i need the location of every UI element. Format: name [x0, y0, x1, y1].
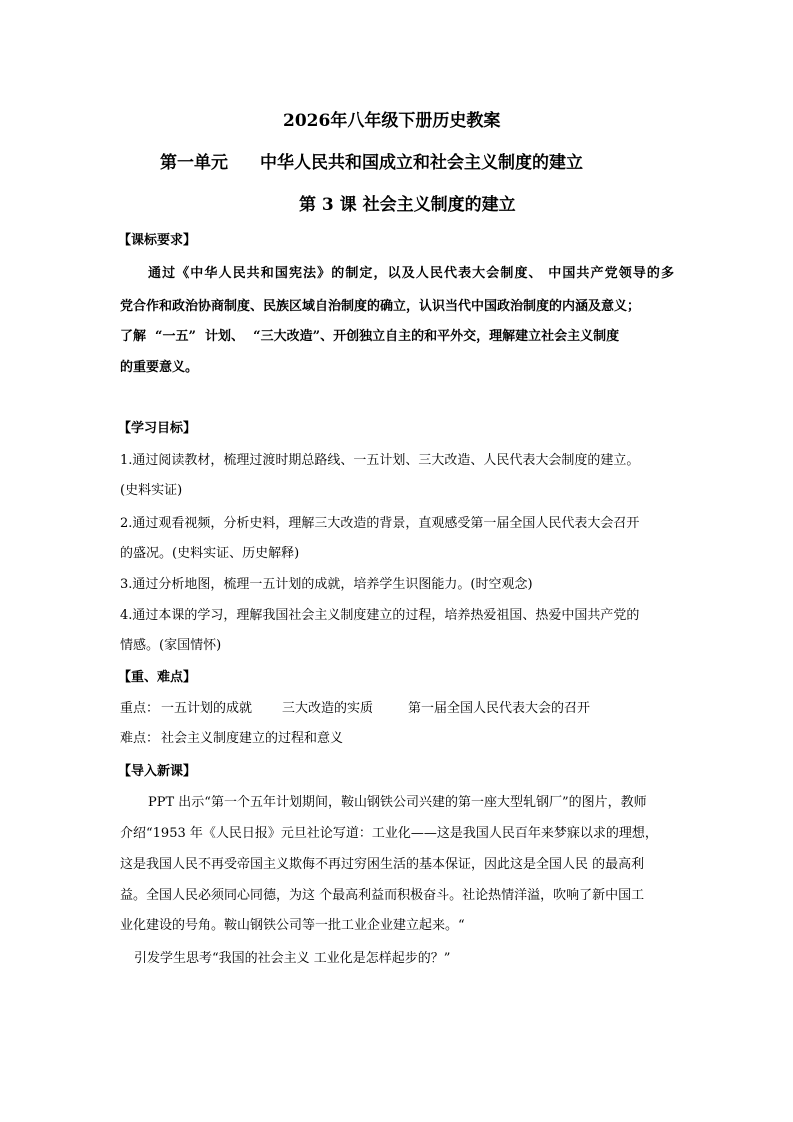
difficult-label: 难点：	[120, 731, 160, 746]
objective-line: 情感。(家国情怀)	[120, 638, 222, 653]
intro-line: PPT 出示“第一个五年计划期间，鞍山钢铁公司兴建的第一座大型轧钢厂”的图片，教师	[148, 795, 647, 810]
intro-line: 介绍“1953 年《人民日报》元旦社论写道：工业化——这是我国人民百年来梦寐以求的理想，	[120, 826, 658, 841]
curriculum-line: 通过《中华人民共和国宪法》的制定，以及人民代表大会制度、 中国共产党领导的多	[148, 266, 674, 281]
objective-line: 的盛况。(史料实证、历史解释)	[120, 546, 300, 561]
intro-line: 引发学生思考“我国的社会主义 工业化是怎样起步的？”	[134, 951, 451, 966]
key-label: 重点：	[120, 701, 160, 716]
objective-line: 4.通过本课的学习，理解我国社会主义制度建立的过程，培养热爱祖国、热爱中国共产党的	[120, 608, 640, 623]
objectives-heading: 【学习目标】	[118, 421, 197, 436]
objective-line: (史料实证)	[120, 483, 183, 498]
intro-line: 这是我国人民不再受帝国主义欺侮不再过穷困生活的基本保证，因此这是全国人民 的最高利	[120, 857, 645, 872]
objective-line: 3.通过分析地图，梳理一五计划的成就，培养学生识图能力。(时空观念)	[120, 577, 533, 592]
document-title: 2026年八年级下册历史教案	[283, 111, 501, 131]
curriculum-line: 党合作和政治协商制度、民族区域自治制度的确立，认识当代中国政治制度的内涵及意义；	[120, 299, 641, 314]
unit-name: 中华人民共和国成立和社会主义制度的建立	[260, 153, 583, 173]
key-item: 第一届全国人民代表大会的召开	[408, 701, 591, 716]
unit-label: 第一单元	[160, 153, 228, 173]
lesson-title: 第 3 课 社会主义制度的建立	[299, 195, 516, 215]
objective-line: 1.通过阅读教材，梳理过渡时期总路线、一五计划、三大改造、人民代表大会制度的建立。	[120, 453, 640, 468]
intro-line: 业化建设的号角。鞍山钢铁公司等一批工业企业建立起来。“	[120, 918, 465, 933]
curriculum-line: 的重要意义。	[120, 360, 199, 375]
curriculum-line: 了解 “一五” 计划、 “三大改造”、开创独立自主的和平外交，理解建立社会主义制度	[120, 329, 620, 344]
curriculum-heading: 【课标要求】	[118, 233, 197, 248]
key-points-heading: 【重、难点】	[118, 670, 197, 685]
objective-line: 2.通过观看视频，分析史料，理解三大改造的背景，直观感受第一届全国人民代表大会召开	[120, 516, 640, 531]
difficult-text: 社会主义制度建立的过程和意义	[161, 731, 344, 746]
intro-heading: 【导入新课】	[118, 764, 197, 779]
key-item: 三大改造的实质	[282, 701, 374, 716]
intro-line: 益。全国人民必须同心同德，为这 个最高利益而积极奋斗。社论热情洋溢，吹响了新中国工	[120, 888, 645, 903]
key-item: 一五计划的成就	[161, 701, 253, 716]
